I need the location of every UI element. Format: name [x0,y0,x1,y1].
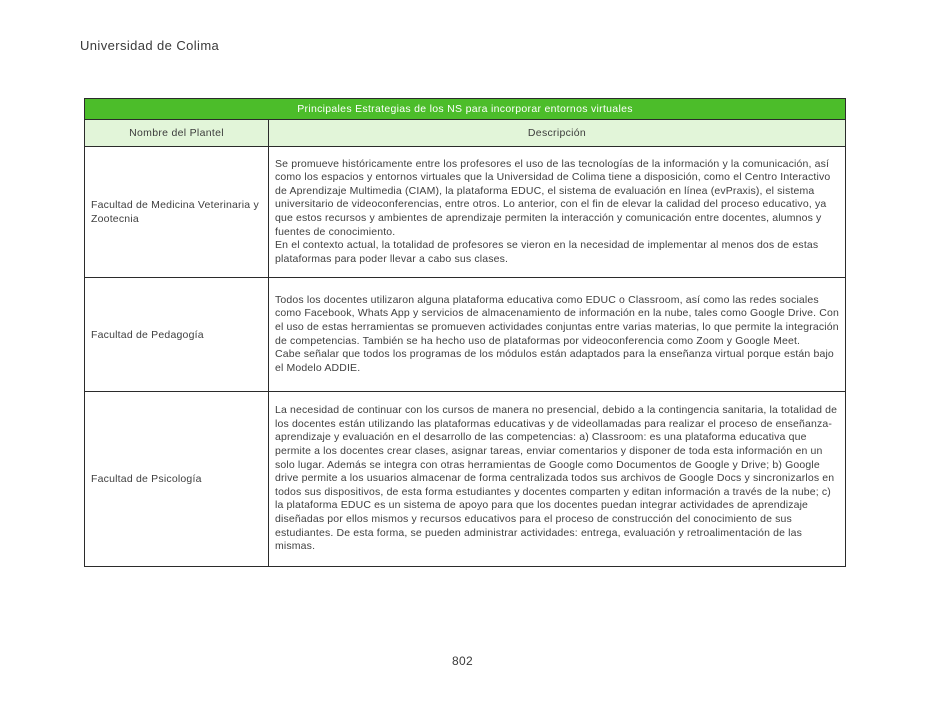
descripcion-paragraph: Se promueve históricamente entre los profesores el uso de las tecnologías de la información y la comunicación, así como los espacios y entornos virtuales que la Universidad de Colima tiene a disposición, como el Centro Interactivo de Aprendizaje Multimedia (CIAM), la plataforma EDUC, el sistema de evaluación en línea (evPraxis), el sistema universitario de videoconferencias, entre otros. Lo anterior, con el fin de elevar la calidad del proceso educativo, ya que estos recursos y ambientes de aprendizaje permiten la interacción y comunicación entre docentes, alumnos y fuentes de conocimiento. [275,157,831,238]
descripcion-paragraph: En el contexto actual, la totalidad de profesores se vieron en la necesidad de implementar al menos dos de estas plataformas para poder llevar a cabo sus clases. [275,239,819,265]
table-row [85,392,846,567]
strategies-table-container [84,98,846,567]
table-title-row [85,99,846,120]
table-row [85,278,846,392]
descripcion-cell [269,147,846,278]
table-row [85,147,846,278]
strategies-table [84,98,846,567]
descripcion-paragraph: Todos los docentes utilizaron alguna plataforma educativa como EDUC o Classroom, así como las redes sociales como Facebook, Whats App y servicios de almacenamiento de información en la nube, tales como Google Drive. Con el uso de estas herramientas se promueven actividades conjuntas entre varias materias, lo que permite la integración de competencias. También se ha hecho uso de plataformas por videoconferencia como Zoom y Google Meet. [275,293,839,347]
descripcion-cell [269,392,846,567]
table-column-header-row [85,120,846,147]
plantel-cell-medicina-veterinaria: Facultad de Medicina Veterinaria y Zootecnia [85,147,269,278]
plantel-cell-psicologia: Facultad de Psicología [85,392,269,567]
document-header: Universidad de Colima [80,38,220,53]
column-header-plantel: Nombre del Plantel [85,120,269,147]
page-number: 802 [452,654,473,668]
plantel-cell-pedagogia: Facultad de Pedagogía [85,278,269,392]
table-title: Principales Estrategias de los NS para incorporar entornos virtuales [85,99,846,120]
column-header-descripcion: Descripción [269,120,846,147]
descripcion-cell [269,278,846,392]
descripcion-paragraph: Cabe señalar que todos los programas de los módulos están adaptados para la enseñanza virtual porque están bajo el Modelo ADDIE. [275,348,834,374]
descripcion-paragraph: La necesidad de continuar con los cursos de manera no presencial, debido a la contingencia sanitaria, la totalidad de los docentes están utilizando las plataformas educativas y de videollamadas para realizar el proceso de enseñanza-aprendizaje y evaluación en el desarrollo de las competencias: a) Classroom: es una plataforma educativa que permite a los docentes crear clases, asignar tareas, enviar comentarios y disponer de toda esta información en un solo lugar. Además se integra con otras herramientas de Google como Documentos de Google y Drive; b) Google drive permite a los usuarios almacenar de forma centralizada todos sus archivos de Google Docs y sincronizarlos en todos sus dispositivos, de esta forma estudiantes y docentes comparten y editan información a través de la nube; c) la plataforma EDUC es un sistema de apoyo para que los docentes puedan integrar actividades de aprendizaje diseñadas por ellos mismos y recursos educativos para el proceso de construcción del conocimiento de sus estudiantes. De esta forma, se pueden administrar actividades: entrega, evaluación y retroalimentación de las mismas. [275,404,838,553]
